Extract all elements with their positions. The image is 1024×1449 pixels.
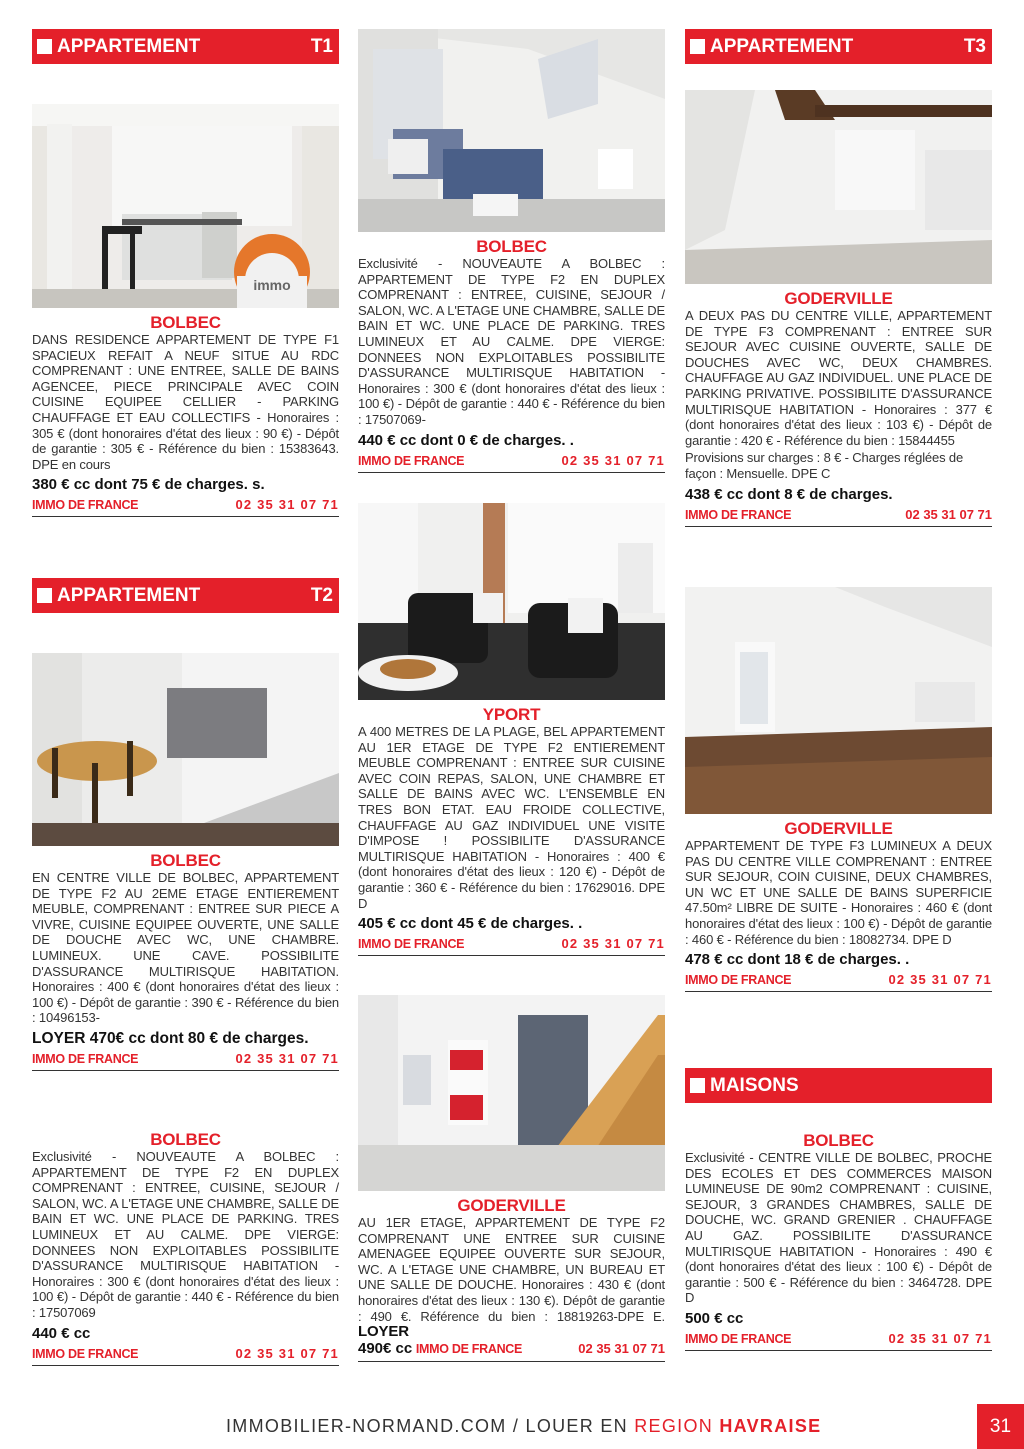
agency-phone[interactable]: 02 35 31 07 71 [561,936,665,952]
page-number: 31 [977,1404,1024,1449]
listing-photo [358,995,665,1191]
listing-description: EN CENTRE VILLE DE BOLBEC, APPARTEMENT DE TYPE F2 AU 2EME ETAGE ENTIEREMENT MEUBLE, COMPRENANT : ENTREE SUR PIECE A VIVRE, CUISINE EQUIPEE OUVERTE, UNE SALLE DE DOUCHE AVEC WC, UNE CHAMBRE. LUMINEUX. UNE CAVE. POSSIBILITE D'ASSURANCE MULTIRISQUE HABITATION. Honoraires : 400 € (dont honoraires d'état des lieux : 100 €) - Dépôt de garantie : 390 € - Référence du bien : 10496153- [32,870,339,1026]
banner-type: T1 [310,35,333,57]
agency-name[interactable]: IMMO DE FRANCE [358,937,465,952]
listing-price: 438 € cc dont 8 € de charges. [685,485,893,503]
square-icon [37,39,52,54]
banner-label: APPARTEMENT [57,35,201,57]
footer-region: REGION [634,1416,720,1436]
category-banner-t2 [32,578,339,613]
banner-type: T3 [963,35,986,57]
listing-city: YPORT [482,705,541,724]
agency-name[interactable]: IMMO DE FRANCE [415,1341,523,1356]
page-footer [0,1404,1024,1449]
agency-name[interactable]: IMMO DE FRANCE [32,498,139,513]
square-icon [37,588,52,603]
footer-separator: / [506,1416,526,1436]
column-2 [358,29,665,473]
agency-line [685,1331,992,1351]
agency-phone[interactable]: 02 35 31 07 71 [888,972,992,988]
agency-line [32,1346,339,1366]
listing-city: BOLBEC [803,1131,874,1150]
column-3 [685,29,992,527]
listing-photo [32,653,339,846]
agency-phone[interactable]: 02 35 31 07 71 [235,1345,339,1361]
price-value: 490€ cc [358,1339,413,1357]
column-3-bottom [685,1068,992,1351]
listing-photo [685,90,992,284]
category-banner-maisons [685,1068,992,1103]
agency-phone[interactable]: 02 35 31 07 71 [578,1340,665,1356]
agency-line [32,497,339,517]
loyer-label: LOYER [358,1323,409,1341]
agency-line [358,453,665,473]
square-icon [690,1078,705,1093]
banner-label: APPARTEMENT [710,35,854,57]
agency-phone[interactable]: 02 35 31 07 71 [561,452,665,468]
agency-phone[interactable]: 02 35 31 07 71 [905,506,992,522]
footer-text [226,1416,821,1437]
listing-description [358,1215,665,1340]
listing-description: A 400 METRES DE LA PLAGE, BEL APPARTEMENT AU 1ER ETAGE DE TYPE F2 ENTIEREMENT MEUBLE COMPRENANT : ENTREE SUR CUISINE AVEC COIN REPAS, SALON, UNE CHAMBRE ET SALLE DE BAINS AVEC WC. L'ENSEMBLE EN TRES BON ETAT. EAU FROIDE COLLECTIVE, CHAUFFAGE AU GAZ INDIVIDUEL UNE VISITE D'IMPOSE ! POSSIBILITE D'ASSURANCE MULTIRISQUE HABITATION - Honoraires : 400 € (dont honoraires d'état des lieux : 120 €) - Dépôt de garantie : 360 € - Référence du bien : 17629016. DPE D [358,724,665,911]
agency-line [358,1340,665,1362]
listing-price: 478 € cc dont 18 € de charges. . [685,951,910,969]
column-1-lower [32,578,339,1071]
description-text: AU 1ER ETAGE, APPARTEMENT DE TYPE F2 COMPRENANT UNE ENTREE SUR CUISINE AMENAGEE EQUIPEE OUVERTE SUR SEJOUR, WC. A L'ETAGE UNE CHAMBRE, UN BUREAU ET UNE SALLE DE DOUCHE. Honoraires : 430 € (dont honoraires d'état des lieux : 130 €). Dépôt de garantie : 490 €. Référence du bien : 18819263-DPE E. [358,1215,665,1324]
listing-city: BOLBEC [476,237,547,256]
footer-louer: LOUER EN [525,1416,635,1436]
column-3-middle [685,587,992,992]
banner-label: MAISONS [710,1074,799,1096]
agency-line [685,507,992,527]
listing-charges: Provisions sur charges : 8 € - Charges réglées de façon : Mensuelle. DPE C [685,450,964,481]
agency-name[interactable]: IMMO DE FRANCE [32,1346,139,1361]
listing-city: GODERVILLE [784,819,893,838]
listing-description: Exclusivité - NOUVEAUTE A BOLBEC : APPARTEMENT DE TYPE F2 EN DUPLEX COMPRENANT : ENTREE, CUISINE, SEJOUR / SALON, WC. A L'ETAGE UNE CHAMBRE, SALLE DE BAIN ET WC. UNE PLACE DE PARKING. TRES LUMINEUX ET AU CALME. DPE VIERGE: DONNEES NON EXPLOITABLES POSSIBILITE D'ASSURANCE MULTIRISQUE HABITATION - Honoraires : 300 € (dont honoraires d'état des lieux : 100 €) - Dépôt de garantie : 440 € - Référence du bien : 17507069 [32,1149,339,1320]
site-link[interactable]: IMMOBILIER-NORMAND.COM [226,1416,507,1436]
listing-city: GODERVILLE [784,289,893,308]
column-2-middle [358,503,665,956]
listing-city: GODERVILLE [457,1196,566,1215]
agency-phone[interactable]: 02 35 31 07 71 [235,1050,339,1066]
column-2-bottom [358,995,665,1362]
listing-description: Exclusivité - NOUVEAUTE A BOLBEC : APPARTEMENT DE TYPE F2 EN DUPLEX COMPRENANT : ENTREE, CUISINE, SEJOUR / SALON, WC. A L'ETAGE UNE CHAMBRE, SALLE DE BAIN ET WC. UNE PLACE DE PARKING. TRES LUMINEUX ET AU CALME. DPE VIERGE: DONNEES NON EXPLOITABLES POSSIBILITE D'ASSURANCE MULTIRISQUE HABITATION - Honoraires : 300 € (dont honoraires d'état des lieux : 100 €) - Dépôt de garantie : 440 € - Référence du bien : 17507069- [358,256,665,427]
listing-city: BOLBEC [150,1130,221,1149]
listing-description: APPARTEMENT DE TYPE F3 LUMINEUX A DEUX PAS DU CENTRE VILLE COMPRENANT : ENTREE SUR SEJOUR, COIN CUISINE, DEUX CHAMBRES, UN WC ET UNE SALLE DE BAINS SUPERFICIE 47.50m² LIBRE DE SUITE - Honoraires : 460 € (dont honoraires d'état des lieux : 100 €) - Dépôt de garantie : 460 € - Référence du bien : 18082734. DPE D [685,838,992,947]
listing-city: BOLBEC [150,851,221,870]
listing-price: 380 € cc dont 75 € de charges. s. [32,476,265,494]
agency-name[interactable]: IMMO DE FRANCE [358,453,465,468]
column-1 [32,29,339,517]
column-1-bottom [32,1125,339,1366]
listing-photo [358,503,665,700]
agency-phone[interactable]: 02 35 31 07 71 [888,1330,992,1346]
agency-line [358,936,665,956]
agency-phone[interactable]: 02 35 31 07 71 [235,497,339,513]
agency-name[interactable]: IMMO DE FRANCE [32,1051,139,1066]
listing-price: 405 € cc dont 45 € de charges. . [358,915,583,933]
agency-name[interactable]: IMMO DE FRANCE [685,973,792,988]
listing-price: 500 € cc [685,1309,744,1327]
listing-description: Exclusivité - CENTRE VILLE DE BOLBEC, PROCHE DES ECOLES ET DES COMMERCES MAISON LUMINEUSE DE 90m2 COMPRENANT : CUISINE, SEJOUR, 3 GRANDES CHAMBRES, SALLE DE DOUCHE, WC. GRAND GRENIER . CHAUFFAGE AU GAZ. POSSIBILITE D'ASSURANCE MULTIRISQUE HABITATION - Honoraires : 490 € (dont honoraires d'état des lieux : 100 €) - Dépôt de garantie : 500 € - Référence du bien : 3464728. DPE D [685,1150,992,1306]
agency-name[interactable]: IMMO DE FRANCE [685,507,792,522]
listing-photo [358,29,665,232]
listing-description: DANS RESIDENCE APPARTEMENT DE TYPE F1 SPACIEUX REFAIT A NEUF SITUE AU RDC COMPRENANT : UNE ENTREE, SALLE DE BAINS AGENCEE, PIECE PRINCIPALE AVEC COIN CUISINE EQUIPEE CELLIER - PARKING CHAUFFAGE ET EAU COLLECTIFS - Honoraires : 305 € (dont honoraires d'état des lieux : 90 €) - Dépôt de garantie : 305 € - Référence du bien : 15383643. DPE en cours [32,332,339,472]
listing-photo [32,104,339,308]
listing-city: BOLBEC [150,313,221,332]
listing-price [358,1340,522,1357]
listing-price: LOYER 470€ cc dont 80 € de charges. [32,1029,309,1047]
category-banner-t3 [685,29,992,64]
listing-price: 440 € cc dont 0 € de charges. . [358,431,574,449]
category-banner-t1 [32,29,339,64]
listing-description: A DEUX PAS DU CENTRE VILLE, APPARTEMENT DE TYPE F3 COMPRENANT : ENTREE SUR SEJOUR AVEC CUISINE OUVERTE, SALLE DE DOUCHES AVEC WC, DEUX CHAMBRES. CHAUFFAGE AU GAZ INDIVIDUEL. UNE PLACE DE PARKING PRIVATIVE. POSSIBILITE D'ASSURANCE MULTIRISQUE HABITATION - Honoraires : 377 € (dont honoraires d'état des lieux : 103 €) - Dépôt de garantie : 420 € - Référence du bien : 15844455 [685,308,992,448]
footer-havraise: HAVRAISE [719,1416,822,1436]
immo-logo: immo [253,277,291,293]
listing-price: 440 € cc [32,1324,91,1342]
agency-line [32,1051,339,1071]
banner-type: T2 [310,584,333,606]
banner-label: APPARTEMENT [57,584,201,606]
listing-photo [685,587,992,814]
agency-line [685,972,992,992]
agency-name[interactable]: IMMO DE FRANCE [685,1331,792,1346]
square-icon [690,39,705,54]
